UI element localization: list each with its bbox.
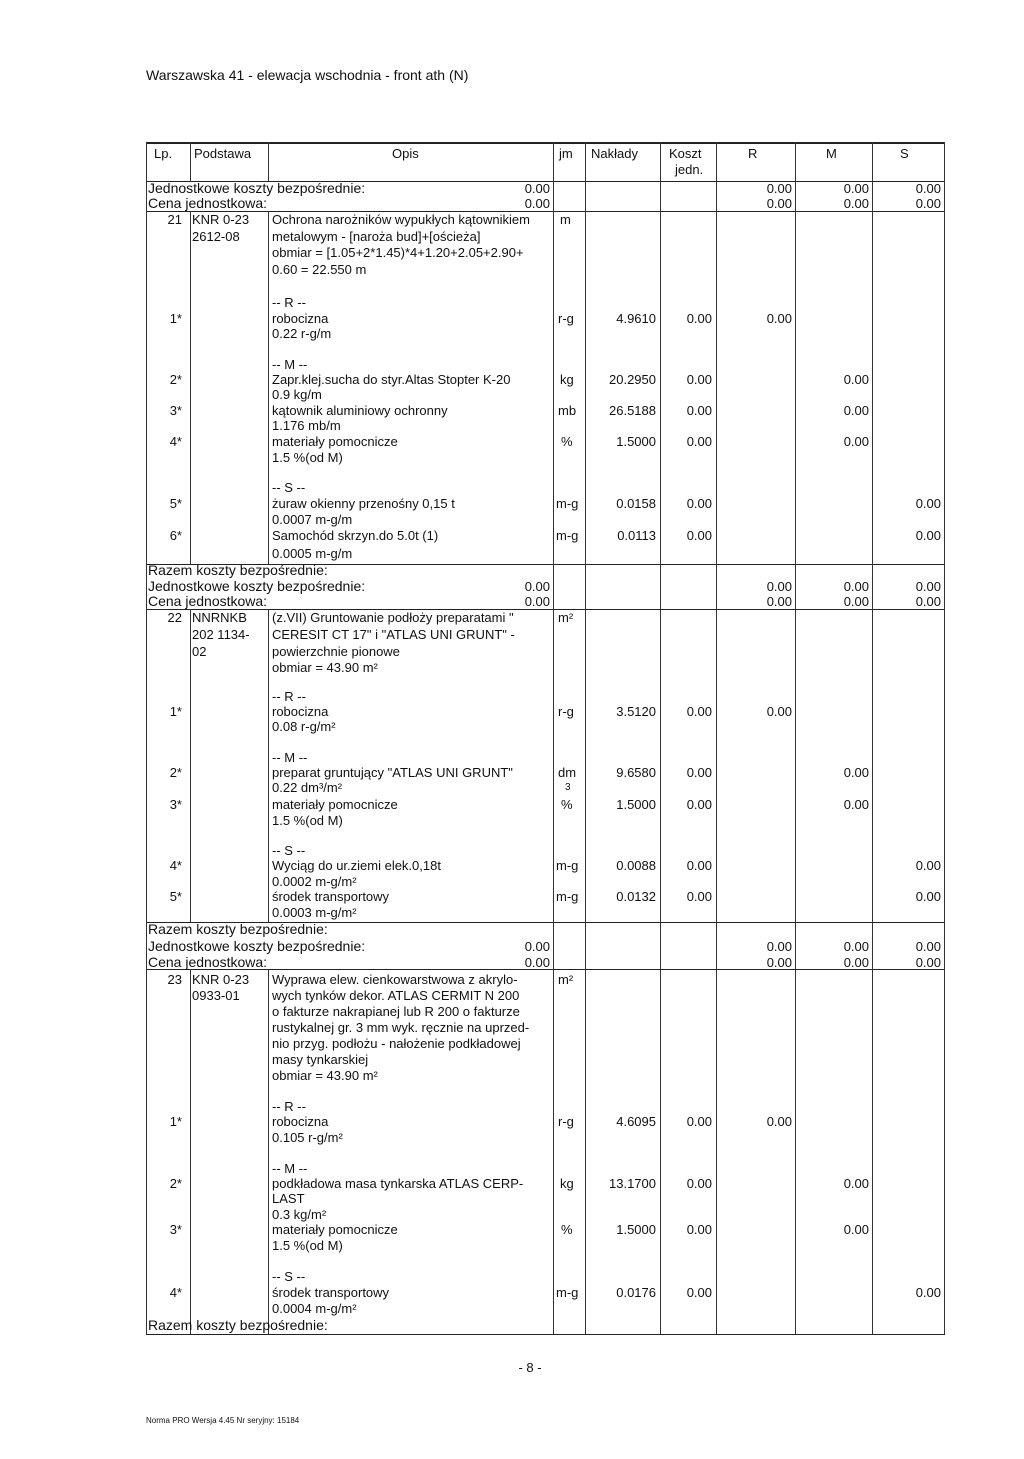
resource-number: 1* <box>169 704 182 719</box>
group-header-r: -- R -- <box>272 1099 306 1114</box>
resource-name: kątownik aluminiowy ochronny <box>272 403 448 418</box>
col-lp: Lp. <box>154 146 173 161</box>
resource-name: środek transportowy <box>272 1285 390 1300</box>
position-basis: KNR 0-23 <box>192 212 250 227</box>
resource-unit-cost: 0.00 <box>686 858 712 873</box>
cj-m: 0.00 <box>843 955 869 970</box>
resource-name: materiały pomocnicze <box>272 797 398 812</box>
resource-name: robocizna <box>272 311 329 326</box>
cj-r: 0.00 <box>766 955 792 970</box>
col-koszt: Koszt <box>669 146 702 161</box>
resource-unit-cost: 0.00 <box>686 889 712 904</box>
resource-norm: 0.22 dm³/m² <box>272 780 343 795</box>
resource-m: 0.00 <box>843 1222 869 1237</box>
jkb-value: 0.00 <box>524 579 550 594</box>
resource-unit: mb <box>558 403 577 418</box>
resource-number: 4* <box>169 434 182 449</box>
col-naklady: Nakłady <box>591 146 638 161</box>
group-header-m: -- M -- <box>272 1161 308 1176</box>
cj-value: 0.00 <box>524 594 550 609</box>
cj-label: Cena jednostkowa: <box>148 195 268 211</box>
page-title: Warszawska 41 - elewacja wschodnia - front ath (N) <box>146 67 469 83</box>
cj-s: 0.00 <box>915 594 941 609</box>
resource-number: 2* <box>169 1176 182 1191</box>
resource-unit: r-g <box>558 704 574 719</box>
resource-s: 0.00 <box>915 496 941 511</box>
resource-number: 2* <box>169 765 182 780</box>
jkb-m: 0.00 <box>843 939 869 954</box>
resource-name: robocizna <box>272 704 329 719</box>
group-header-m: -- M -- <box>272 750 308 765</box>
col-m: M <box>826 146 837 161</box>
resource-unit-cost: 0.00 <box>686 434 712 449</box>
resource-unit-cost: 0.00 <box>686 1176 712 1191</box>
col-koszt-jedn: jedn. <box>675 162 704 177</box>
resource-number: 3* <box>169 403 182 418</box>
position-basis: NNRNKB <box>192 610 247 625</box>
resource-norm: 0.0007 m-g/m <box>272 512 353 527</box>
group-header-s: -- S -- <box>272 843 306 858</box>
cj-m: 0.00 <box>843 594 869 609</box>
col-opis: Opis <box>392 146 419 161</box>
jkb-s: 0.00 <box>915 579 941 594</box>
position-unit: m² <box>558 972 574 987</box>
jkb-r: 0.00 <box>766 939 792 954</box>
jkb-value: 0.00 <box>524 181 550 196</box>
resource-norm: 1.5 %(od M) <box>272 813 343 828</box>
position-number: 23 <box>167 972 182 987</box>
col-jm: jm <box>559 146 573 161</box>
resource-r: 0.00 <box>766 311 792 326</box>
software-footer: Norma PRO Wersja 4.45 Nr seryjny: 15184 <box>146 1416 300 1425</box>
resource-name: Samochód skrzyn.do 5.0t (1) <box>272 528 439 543</box>
resource-m: 0.00 <box>843 1176 869 1191</box>
jkb-label: Jednostkowe koszty bezpośrednie: <box>148 578 366 594</box>
cj-r: 0.00 <box>766 594 792 609</box>
resource-unit-cost: 0.00 <box>686 496 712 511</box>
resource-unit-cost: 0.00 <box>686 311 712 326</box>
resource-unit: m-g <box>556 496 579 511</box>
resource-norm: 0.3 kg/m² <box>272 1207 327 1222</box>
cj-value: 0.00 <box>524 955 550 970</box>
cj-m: 0.00 <box>843 196 869 211</box>
position-basis: 202 1134- <box>192 627 250 642</box>
position-description: obmiar = 43.90 m² <box>272 660 378 675</box>
resource-name: materiały pomocnicze <box>272 434 398 449</box>
resource-norm: 1.5 %(od M) <box>272 450 343 465</box>
jkb-m: 0.00 <box>843 181 869 196</box>
resource-number: 2* <box>169 372 182 387</box>
resource-quantity: 0.0113 <box>617 528 656 543</box>
resource-unit: m-g <box>556 1285 579 1300</box>
resource-quantity: 4.6095 <box>616 1114 656 1129</box>
position-description: masy tynkarskiej <box>272 1052 369 1067</box>
cj-label: Cena jednostkowa: <box>148 593 268 609</box>
position-description: obmiar = [1.05+2*1.45)*4+1.20+2.05+2.90+ <box>272 245 524 260</box>
cj-value: 0.00 <box>524 196 550 211</box>
resource-number: 6* <box>169 528 182 543</box>
page-number: - 8 - <box>518 1360 542 1375</box>
resource-quantity: 0.0158 <box>616 496 656 511</box>
group-header-s: -- S -- <box>272 1269 306 1284</box>
position-description: 0.60 = 22.550 m <box>272 262 367 277</box>
jkb-label: Jednostkowe koszty bezpośrednie: <box>148 180 366 196</box>
resource-m: 0.00 <box>843 797 869 812</box>
position-description: rustykalnej gr. 3 mm wyk. ręcznie na uprzed- <box>272 1020 530 1035</box>
resource-name: Wyciąg do ur.ziemi elek.0,18t <box>272 858 441 873</box>
resource-s: 0.00 <box>915 858 941 873</box>
position-description: Ochrona narożników wypukłych kątownikiem <box>272 212 530 227</box>
resource-norm: 0.0004 m-g/m² <box>272 1301 357 1316</box>
resource-name: żuraw okienny przenośny 0,15 t <box>272 496 455 511</box>
position-basis: 0933-01 <box>192 988 240 1003</box>
resource-s: 0.00 <box>915 1285 941 1300</box>
position-description: Wyprawa elew. cienkowarstwowa z akrylo- <box>272 972 518 987</box>
resource-name: preparat gruntujący "ATLAS UNI GRUNT" <box>272 765 513 780</box>
resource-norm: 1.5 %(od M) <box>272 1238 343 1253</box>
resource-norm: 0.9 kg/m <box>272 387 322 402</box>
position-description: metalowym - [naroża bud]+[ościeża] <box>272 229 481 244</box>
position-number: 21 <box>167 212 182 227</box>
jkb-r: 0.00 <box>766 579 792 594</box>
position-basis: 2612-08 <box>192 229 240 244</box>
resource-m: 0.00 <box>843 765 869 780</box>
resource-name-cont: LAST <box>272 1191 305 1206</box>
jkb-s: 0.00 <box>915 939 941 954</box>
resource-number: 5* <box>169 496 182 511</box>
position-description: obmiar = 43.90 m² <box>272 1068 378 1083</box>
resource-unit-cost: 0.00 <box>686 1222 712 1237</box>
jkb-label: Jednostkowe koszty bezpośrednie: <box>148 938 366 954</box>
resource-m: 0.00 <box>843 372 869 387</box>
resource-unit: dm <box>558 765 577 780</box>
group-header-r: -- R -- <box>272 689 306 704</box>
resource-unit: % <box>561 797 573 812</box>
position-description: o fakturze nakrapianej lub R 200 o fakturze <box>272 1004 520 1019</box>
group-header-r: -- R -- <box>272 295 306 310</box>
resource-norm: 1.176 mb/m <box>272 418 341 433</box>
resource-number: 4* <box>169 1285 182 1300</box>
resource-unit: kg <box>560 1176 574 1191</box>
resource-quantity: 0.0176 <box>616 1285 656 1300</box>
resource-quantity: 13.1700 <box>609 1176 656 1191</box>
position-description: wych tynków dekor. ATLAS CERMIT N 200 <box>272 988 520 1003</box>
resource-number: 4* <box>169 858 182 873</box>
resource-name: środek transportowy <box>272 889 390 904</box>
resource-unit: r-g <box>558 311 574 326</box>
resource-norm: 0.0003 m-g/m² <box>272 905 357 920</box>
resource-unit: r-g <box>558 1114 574 1129</box>
resource-quantity: 1.5000 <box>616 797 656 812</box>
jkb-s: 0.00 <box>915 181 941 196</box>
razem-label: Razem koszty bezpośrednie: <box>148 562 328 578</box>
resource-unit-exponent: 3 <box>565 782 571 793</box>
resource-unit-cost: 0.00 <box>686 765 712 780</box>
position-basis: KNR 0-23 <box>192 972 250 987</box>
position-unit: m <box>560 212 571 227</box>
position-basis: 02 <box>192 644 207 659</box>
resource-quantity: 26.5188 <box>609 403 656 418</box>
col-r: R <box>748 146 758 161</box>
resource-quantity: 0.0132 <box>616 889 656 904</box>
resource-unit-cost: 0.00 <box>686 1114 712 1129</box>
resource-number: 5* <box>169 889 182 904</box>
resource-s: 0.00 <box>915 528 941 543</box>
resource-m: 0.00 <box>843 403 869 418</box>
resource-quantity: 3.5120 <box>616 704 656 719</box>
position-description: (z.VII) Gruntowanie podłoży preparatami " <box>272 610 514 625</box>
resource-unit: m-g <box>556 889 579 904</box>
resource-name: podkładowa masa tynkarska ATLAS CERP- <box>272 1176 524 1191</box>
cj-label: Cena jednostkowa: <box>148 954 268 970</box>
resource-quantity: 1.5000 <box>616 434 656 449</box>
resource-norm: 0.105 r-g/m² <box>272 1130 343 1145</box>
cj-s: 0.00 <box>915 196 941 211</box>
resource-quantity: 1.5000 <box>616 1222 656 1237</box>
razem-label: Razem koszty bezpośrednie: <box>148 921 328 937</box>
resource-unit-cost: 0.00 <box>686 1285 712 1300</box>
resource-unit-cost: 0.00 <box>686 403 712 418</box>
cj-s: 0.00 <box>915 955 941 970</box>
resource-unit-cost: 0.00 <box>686 528 712 543</box>
razem-label: Razem koszty bezpośrednie: <box>148 1317 328 1333</box>
resource-quantity: 4.9610 <box>616 311 656 326</box>
resource-unit: kg <box>560 372 574 387</box>
resource-number: 3* <box>169 797 182 812</box>
jkb-value: 0.00 <box>524 939 550 954</box>
resource-name: robocizna <box>272 1114 329 1129</box>
resource-number: 3* <box>169 1222 182 1237</box>
position-description: powierzchnie pionowe <box>272 644 400 659</box>
resource-name: materiały pomocnicze <box>272 1222 398 1237</box>
resource-name: Zapr.klej.sucha do styr.Altas Stopter K-20 <box>272 372 511 387</box>
resource-m: 0.00 <box>843 434 869 449</box>
resource-r: 0.00 <box>766 1114 792 1129</box>
resource-quantity: 20.2950 <box>609 372 656 387</box>
resource-unit-cost: 0.00 <box>686 372 712 387</box>
resource-s: 0.00 <box>915 889 941 904</box>
col-s: S <box>900 146 909 161</box>
position-description: CERESIT CT 17" i "ATLAS UNI GRUNT" - <box>272 627 515 642</box>
group-header-s: -- S -- <box>272 480 306 495</box>
resource-norm: 0.0005 m-g/m <box>272 546 353 561</box>
resource-unit: m-g <box>556 858 579 873</box>
position-number: 22 <box>167 610 182 625</box>
resource-number: 1* <box>169 311 182 326</box>
resource-unit: % <box>561 1222 573 1237</box>
resource-r: 0.00 <box>766 704 792 719</box>
resource-unit-cost: 0.00 <box>686 797 712 812</box>
resource-unit-cost: 0.00 <box>686 704 712 719</box>
resource-unit: % <box>561 434 573 449</box>
resource-quantity: 0.0088 <box>616 858 656 873</box>
resource-norm: 0.0002 m-g/m² <box>272 874 357 889</box>
jkb-r: 0.00 <box>766 181 792 196</box>
resource-unit: m-g <box>556 528 579 543</box>
resource-norm: 0.08 r-g/m² <box>272 719 336 734</box>
resource-number: 1* <box>169 1114 182 1129</box>
position-description: nio przyg. podłożu - nałożenie podkładowej <box>272 1036 521 1051</box>
cj-r: 0.00 <box>766 196 792 211</box>
resource-norm: 0.22 r-g/m <box>272 326 332 341</box>
col-podstawa: Podstawa <box>194 146 252 161</box>
jkb-m: 0.00 <box>843 579 869 594</box>
resource-quantity: 9.6580 <box>616 765 656 780</box>
group-header-m: -- M -- <box>272 357 308 372</box>
position-unit: m² <box>558 610 574 625</box>
